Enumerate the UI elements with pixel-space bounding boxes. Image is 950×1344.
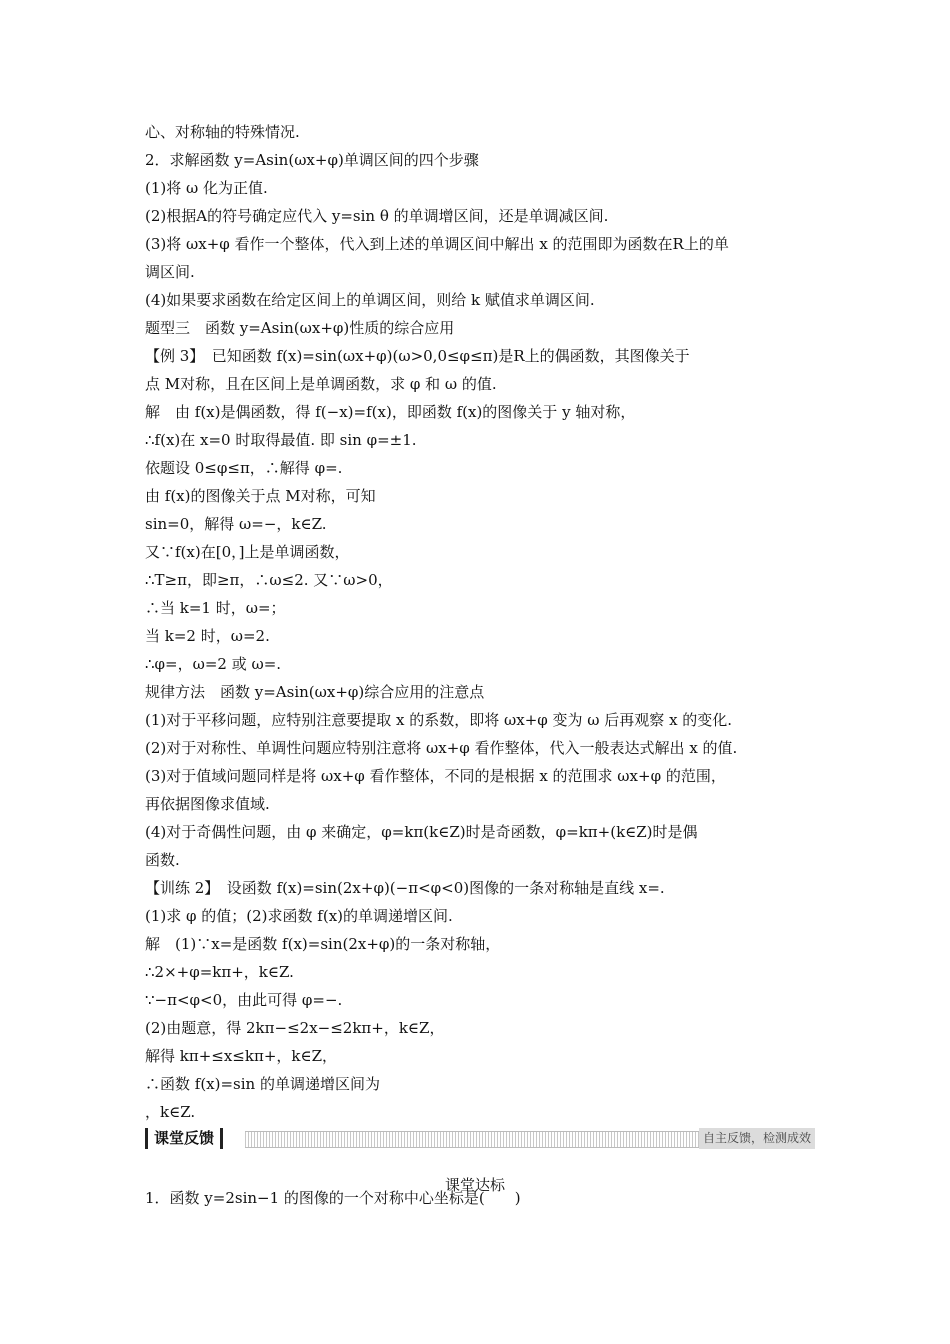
text-line: (2)根据A的符号确定应代入 y=sin θ 的单调增区间，还是单调减区间. <box>145 207 609 225</box>
text-line: 依题设 0≤φ≤π，∴解得 φ=. <box>145 459 343 477</box>
text-line: (1)求 φ 的值；(2)求函数 f(x)的单调递增区间. <box>145 907 453 925</box>
text-line: 再依据图像求值域. <box>145 795 270 813</box>
text-line: 心、对称轴的特殊情况. <box>145 123 300 141</box>
text-line: (4)如果要求函数在给定区间上的单调区间，则给 k 赋值求单调区间. <box>145 291 595 309</box>
text-line: (1)对于平移问题，应特别注意要提取 x 的系数，即将 ωx+φ 变为 ω 后再观察 x 的变化. <box>145 711 733 729</box>
text-line: (4)对于奇偶性问题，由 φ 来确定，φ=kπ(k∈Z)时是奇函数，φ=kπ+(k∈Z)时是偶 <box>145 823 698 841</box>
text-line: ∵−π<φ<0，由此可得 φ=−. <box>145 991 343 1009</box>
text-line: 解 (1)∵x=是函数 f(x)=sin(2x+φ)的一条对称轴， <box>145 935 501 953</box>
text-line: ∴函数 f(x)=sin 的单调递增区间为 <box>145 1075 380 1093</box>
exercise-heading: 【训练 2】 设函数 f(x)=sin(2x+φ)(−π<φ<0)图像的一条对称轴是直线 x=. <box>145 879 665 897</box>
text-line: 点 M对称，且在区间上是单调函数，求 φ 和 ω 的值. <box>145 375 497 393</box>
text-line: sin=0，解得 ω=−，k∈Z. <box>145 515 327 533</box>
question-1: 1．函数 y=2sin−1 的图像的一个对称中心坐标是( ) <box>145 1189 521 1207</box>
text-line: (3)将 ωx+φ 看作一个整体，代入到上述的单调区间中解出 x 的范围即为函数在R上的单 <box>145 235 729 253</box>
banner-hatch-decoration <box>245 1131 725 1148</box>
feedback-banner <box>145 1128 815 1149</box>
text-line: ，k∈Z. <box>145 1103 196 1121</box>
text-line: ∴φ=，ω=2 或 ω=. <box>145 655 282 673</box>
banner-tag: 自主反馈，检测成效 <box>699 1128 815 1149</box>
text-line: 函数. <box>145 851 180 869</box>
banner-title: 课堂反馈 <box>145 1128 223 1149</box>
text-line: ∴2×+φ=kπ+，k∈Z. <box>145 963 294 981</box>
text-line: 解得 kπ+≤x≤kπ+，k∈Z， <box>145 1047 338 1065</box>
text-line: 调区间. <box>145 263 195 281</box>
text-line: 当 k=2 时，ω=2. <box>145 627 270 645</box>
text-line: (1)将 ω 化为正值. <box>145 179 268 197</box>
text-line: 由 f(x)的图像关于点 M对称，可知 <box>145 487 376 505</box>
text-line: (2)由题意，得 2kπ−≤2x−≤2kπ+，k∈Z， <box>145 1019 445 1037</box>
text-line: ∴当 k=1 时，ω=； <box>145 599 286 617</box>
text-line: (2)对于对称性、单调性问题应特别注意将 ωx+φ 看作整体，代入一般表达式解出 x 的值. <box>145 739 738 757</box>
text-line: 2．求解函数 y=Asin(ωx+φ)单调区间的四个步骤 <box>145 151 479 169</box>
method-heading: 规律方法 函数 y=Asin(ωx+φ)综合应用的注意点 <box>145 683 485 701</box>
text-line: ∴f(x)在 x=0 时取得最值. 即 sin φ=±1. <box>145 431 417 449</box>
example-heading: 【例 3】 已知函数 f(x)=sin(ωx+φ)(ω>0,0≤φ≤π)是R上的偶函数，其图像关于 <box>145 347 690 365</box>
section-title: 课堂达标 <box>444 1176 505 1194</box>
section-heading: 题型三 函数 y=Asin(ωx+φ)性质的综合应用 <box>145 319 455 337</box>
text-line: 解 由 f(x)是偶函数，得 f(−x)=f(x)，即函数 f(x)的图像关于 y 轴对称， <box>145 403 636 421</box>
text-line: (3)对于值域问题同样是将 ωx+φ 看作整体，不同的是根据 x 的范围求 ωx+φ 的范围， <box>145 767 726 785</box>
text-line: 又∵f(x)在[0，]上是单调函数， <box>145 543 350 561</box>
text-line: ∴T≥π，即≥π，∴ω≤2. 又∵ω>0， <box>145 571 393 589</box>
